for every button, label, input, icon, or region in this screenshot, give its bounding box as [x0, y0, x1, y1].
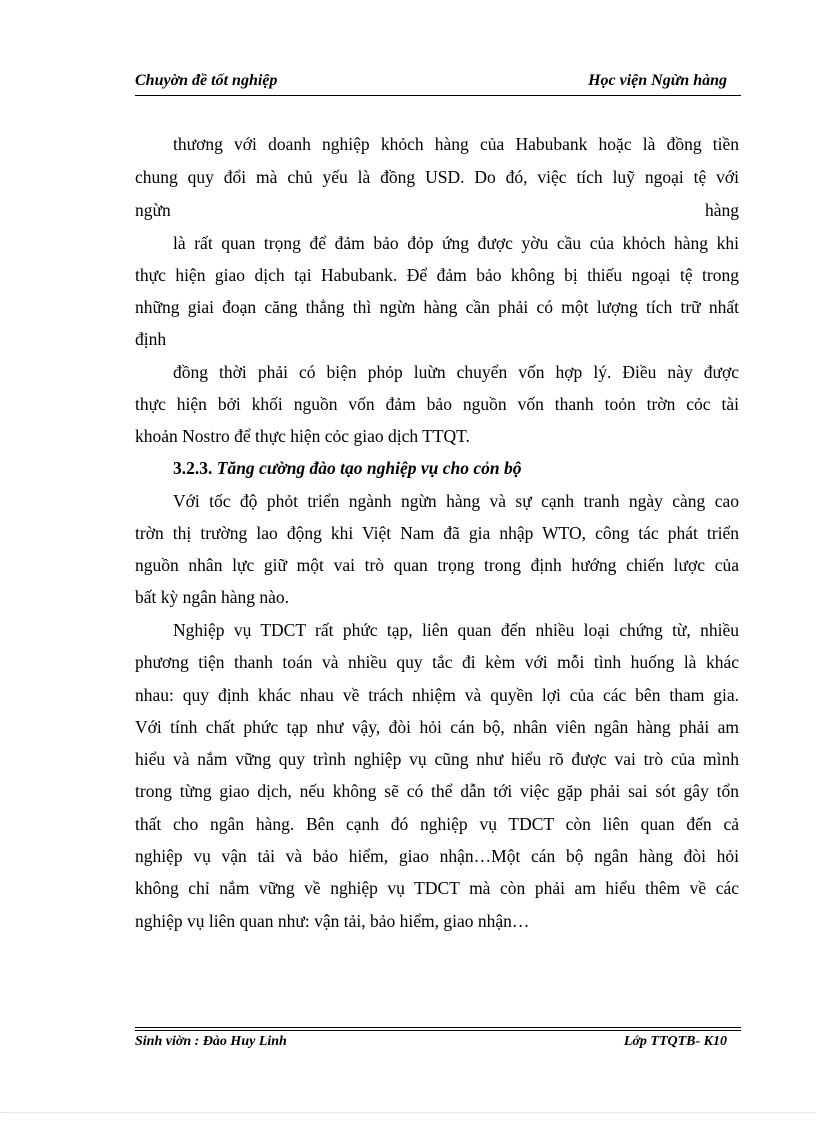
- text-line: Nghiệp vụ TDCT rất phức tạp, liên quan đến nhiều loại chứng từ, nhiều: [173, 620, 739, 640]
- footer-class: Lớp TTQTB- K10: [623, 1034, 727, 1049]
- text-line: nghiệp vụ vận tải và bảo hiểm, giao nhận…Một cán bộ ngân hàng đòi hỏi: [135, 846, 739, 866]
- text-line: đồng thời phải có biện phỏp luừn chuyển vốn hợp lý. Điều này được: [173, 362, 739, 382]
- page-footer: [135, 1034, 741, 1054]
- text-line: hàng: [704, 200, 739, 220]
- header-document-title: Chuyờn đề tốt nghiệp: [135, 72, 278, 89]
- text-line: là rất quan trọng để đảm bảo đỏp ứng được yờu cầu của khỏch hàng khi: [173, 233, 739, 253]
- text-line: hiểu và nắm vững quy trình nghiệp vụ cũng như hiểu rõ được vai trò của mình: [135, 749, 739, 769]
- footer-rule-bottom: [135, 1030, 741, 1031]
- text-line: bất kỳ ngân hàng nào.: [135, 587, 290, 607]
- text-line: định: [135, 329, 167, 349]
- section-heading: [173, 452, 739, 484]
- text-line: chung quy đổi mà chủ yếu là đồng USD. Do đó, việc tích luỹ ngoại tệ với: [135, 167, 739, 187]
- text-line: Với tính chất phức tạp như vậy, đòi hỏi cán bộ, nhân viên ngân hàng phải am: [135, 717, 739, 737]
- text-line: thực hiện giao dịch tại Habubank. Để đảm bảo không bị thiếu ngoại tệ trong: [135, 265, 739, 285]
- header-rule: [135, 95, 741, 96]
- text-line: trờn thị trường lao động khi Việt Nam đã gia nhập WTO, công tác phát triển: [135, 523, 739, 543]
- page-header: [135, 72, 741, 96]
- footer-rule-top: [135, 1027, 741, 1028]
- text-line: thực hiện bởi khối nguồn vốn đảm bảo nguồn vốn thanh toỏn trờn cỏc tài: [135, 394, 739, 414]
- page-body: [135, 128, 739, 948]
- text-line: ngừn: [135, 200, 171, 220]
- section-title: Tăng cường đào tạo nghiệp vụ cho cỏn bộ: [216, 458, 522, 478]
- header-institution: Học viện Ngừn hàng: [588, 72, 727, 89]
- page-boundary: [0, 1112, 816, 1113]
- text-line: nhau: quy định khác nhau về trách nhiệm và quyền lợi của các bên tham gia.: [135, 685, 739, 705]
- section-number: 3.2.3.: [173, 458, 213, 478]
- text-line: những giai đoạn căng thẳng thì ngừn hàng cần phải có một lượng tích trữ nhất: [135, 297, 739, 317]
- text-line: phương tiện thanh toán và nhiều quy tắc đi kèm với mỗi tình huống là khác: [135, 652, 739, 672]
- text-line: Với tốc độ phỏt triển ngành ngừn hàng và sự cạnh tranh ngày càng cao: [173, 491, 739, 511]
- text-line: khoản Nostro để thực hiện cỏc giao dịch TTQT.: [135, 426, 470, 446]
- text-line: nguồn nhân lực giữ một vai trò quan trọng trong định hướng chiến lược của: [135, 555, 739, 575]
- footer-student: Sinh viờn : Đào Huy Linh: [135, 1034, 287, 1049]
- text-line: nghiệp vụ liên quan như: vận tải, bảo hiểm, giao nhận…: [135, 911, 530, 931]
- text-line: thất cho ngân hàng. Bên cạnh đó nghiệp vụ TDCT còn liên quan đến cả: [135, 814, 739, 834]
- text-line: không chỉ nắm vững về nghiệp vụ TDCT mà còn phải am hiểu thêm về các: [135, 878, 739, 898]
- text-line: thương với doanh nghiệp khỏch hàng của Habubank hoặc là đồng tiền: [173, 134, 739, 154]
- text-line: trong từng giao dịch, nếu không sẽ có thể dẫn tới việc gặp phải sai sót gây tổn: [135, 781, 739, 801]
